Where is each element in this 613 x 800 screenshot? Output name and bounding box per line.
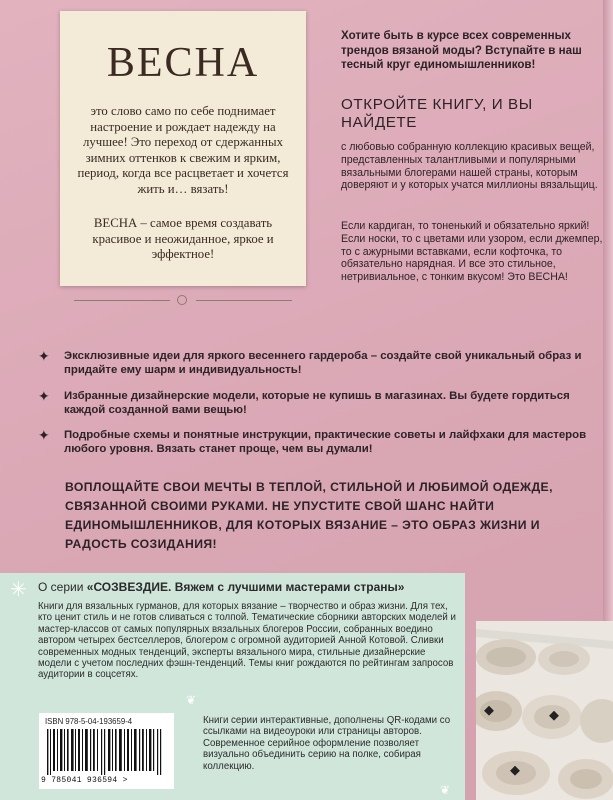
divider-line-right <box>196 300 292 301</box>
card-title: ВЕСНА <box>106 40 260 86</box>
feature-text: Избранные дизайнерские модели, которые не купишь в магазинах. Вы будете гордиться каждой созданной вами вещью! <box>64 390 570 417</box>
yarn-skeins-image <box>476 621 613 800</box>
yarn-photo <box>476 621 613 800</box>
right-paragraph-1: с любовью собранную коллекцию красивых вещей, представленных талантливыми и популярными вязальными блогерами нашей страны, которым доверяют и у которых учатся миллионы вязальщиц. <box>341 141 598 192</box>
divider-line-left <box>74 300 170 301</box>
leaf-decoration-icon: ❦ <box>440 783 451 797</box>
barcode-bars <box>47 729 165 775</box>
barcode-label <box>39 713 174 789</box>
leaf-decoration-icon: ❦ <box>186 693 197 707</box>
sparkle-star-icon: ✦ <box>38 388 50 404</box>
isbn-text: ISBN 978-5-04-193659-4 <box>45 717 133 726</box>
card-paragraph-2: ВЕСНА – самое время создавать красивое и неожиданное, яркое и эффектное! <box>92 216 274 262</box>
series-description-2: Книги серии интерактивные, дополнены QR-кодами со ссылками на видеоуроки или страницы авторов. Современное серийное оформление позволяет визуально объединить серию на полке, собирая коллекцию. <box>203 715 451 772</box>
open-book-heading: ОТКРОЙТЕ КНИГУ, И ВЫ НАЙДЕТЕ <box>341 96 533 131</box>
series-description: Книги для вязальных гурманов, для которых вязание – творчество и образ жизни. Для тех, кто ценит стиль и не готов сливаться с толпой. Тематические сборники авторских моделей и мастер-классов от самых популярных вязальных блогеров России, собранных воедино автором четырех бестселлеров, блогером с огромной аудиторией Анной Котовой. Сливки современных модных тенденций, эксперты вязального мира, стильные дизайнерские модели с учетом последних фэшн-тенденций. Темы книг рождаются по рейтингам запросов аудитории в соцсетях. <box>38 601 456 681</box>
sparkle-star-icon: ✦ <box>38 348 50 364</box>
intro-question: Хотите быть в курсе всех современных трендов вязаной моды? Вступайте в наш тесный круг единомышленников! <box>341 29 582 71</box>
feature-text: Подробные схемы и понятные инструкции, практические советы и лайфхаки для мастеров любого уровня. Вязать станет проще, чем вы думали! <box>64 429 587 456</box>
call-to-action: ВОПЛОЩАЙТЕ СВОИ МЕЧТЫ В ТЕПЛОЙ, СТИЛЬНОЙ И ЛЮБИМОЙ ОДЕЖДЕ, СВЯЗАННОЙ СВОИМИ РУКАМИ. НЕ УПУСТИТЕ СВОЙ ШАНС НАЙТИ ЕДИНОМЫШЛЕННИКОВ, ДЛЯ КОТОРЫХ ВЯЗАНИЕ – ЭТО ОБРАЗ ЖИЗНИ И РАДОСТЬ СОЗИДАНИЯ! <box>65 480 553 551</box>
snowflake-icon: ✳ <box>10 579 27 601</box>
series-title-prefix: О серии <box>38 580 87 594</box>
vesna-card <box>60 11 306 286</box>
ornament-circle-icon <box>177 295 187 305</box>
series-title-name: «СОЗВЕЗДИЕ. Вяжем с лучшими мастерами страны» <box>86 580 405 594</box>
barcode-number: 9 785041 936594 > <box>41 776 128 785</box>
right-paragraph-2: Если кардиган, то тоненький и обязательно яркий! Если носки, то с цветами или узором, если джемпер, то с ажурными вставками, если кофточка, то обязательно нарядная. И все это стильное, нетривиальное, с тонким вкусом! Это ВЕСНА! <box>341 220 603 284</box>
feature-text: Эксклюзивные идеи для яркого весеннего гардероба – создайте свой уникальный образ и придайте ему шарм и индивидуальность! <box>64 350 582 377</box>
ornament-divider <box>60 295 306 307</box>
card-paragraph-1: это слово само по себе поднимает настроение и рождает надежду на лучшее! Это переход от сдержанных зимних оттенков к свежим и ярким, период, когда все расцветает и хочется жить и… вязать! <box>77 104 289 196</box>
sparkle-star-icon: ✦ <box>38 427 50 443</box>
series-title <box>38 579 458 595</box>
